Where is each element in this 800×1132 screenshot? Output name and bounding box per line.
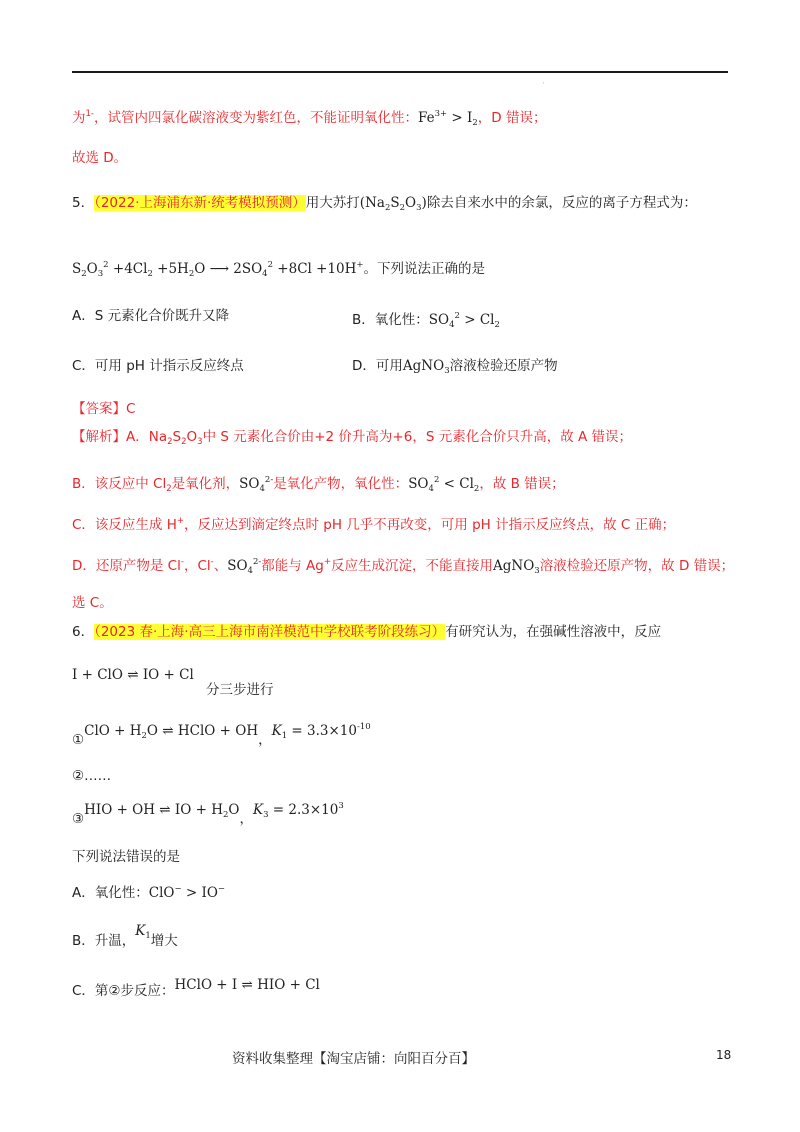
footer-text: 资料收集整理【淘宝店铺：向阳百分百】 — [232, 1051, 475, 1067]
question-6-option-b: B．升温，$K_1$增大 — [72, 923, 178, 949]
formula-agno3: AgNO$_3$ — [402, 358, 450, 376]
prev-explanation-line: 为$^{1-}$，试管内四氯化碳溶液变为紫红色，不能证明氧化性：$Fe^{3+} > I_2$，D 错误； — [72, 109, 547, 128]
explanation-5-c: C．该反应生成 H+，反应达到滴定终点时 pH 几乎不再改变，可用 pH 计指示反应终点，故 C 正确； — [72, 516, 676, 533]
question-5-stem: 5．（2022·上海浦东新·统考模拟预测）用大苏打$(Na_2S_2O_3)$除去自来水中的余氯，反应的离子方程式为： — [72, 195, 697, 213]
prev-conclusion: 故选 D。 — [72, 150, 128, 166]
header-tick-mark: ' — [543, 82, 545, 88]
question-6-option-c: C．第②步反应：HClO + I ⇌ HIO + Cl — [72, 977, 320, 999]
explanation-5-b: B．该反应中 $Cl_2$是氧化剂，$SO_4^{2-}$是氧化产物，氧化性：$SO_4^2 < Cl_2$，故 B 错误； — [72, 475, 565, 494]
formula-so4-cl2: $SO_4^2 > Cl_2$ — [428, 311, 500, 330]
ionic-equation: $S_2O_3^2 +4Cl_2 +5H_2O$ ⟶ $2SO_4^2 +8Cl +10H^+$ — [72, 260, 364, 279]
formula-k1: $K_1$ — [135, 923, 151, 941]
answer-5: 【答案】C — [72, 401, 136, 417]
question-5-equation-line: $S_2O_3^2 +4Cl_2 +5H_2O$ ⟶ $2SO_4^2 +8Cl +10H^+$。下列说法正确的是 — [72, 260, 486, 279]
header-rule — [72, 71, 728, 73]
step-1-k: $K_1 = 3.3\times 10^{-10}$ — [271, 722, 371, 741]
formula-na2s2o3: $(Na_2S_2O_3)$ — [359, 195, 427, 213]
formula-so4: $SO_4^{2-}$ — [239, 475, 274, 494]
question-5-option-d: D．可用AgNO$_3$溶液检验还原产物 — [352, 358, 558, 376]
question-5-option-b: B．氧化性：$SO_4^2 > Cl_2$ — [352, 311, 500, 330]
formula-fe-i2: $Fe^{3+} > I_2$ — [417, 109, 478, 128]
question-6-stem: 6．（2023 春·上海·高三上海市南洋模范中学校联考阶段练习）有研究认为，在强碱性溶液中，反应 — [72, 624, 662, 640]
formula-so4-ion: $SO_4^{2-}$ — [227, 557, 262, 576]
step-3-equation: HIO + OH ⇌ IO + $H_2O$ — [84, 802, 240, 820]
step-3-k: $K_3 = 2.3\times 10^3$ — [252, 801, 344, 820]
step-1-equation: ClO + $H_2O$ ⇌ HClO + OH — [84, 723, 259, 741]
step-2: ②…… — [72, 768, 112, 784]
formula-agno3-b: AgNO$_3$ — [492, 558, 540, 576]
formula-so4-lt-cl2: $SO_4^2 < Cl_2$ — [408, 475, 480, 494]
step-3: ③HIO + OH ⇌ IO + $H_2O$，$K_3 = 2.3\times 10^3$ — [72, 801, 344, 827]
formula-clo-io: ClO− > IO− — [148, 884, 226, 901]
page-number: 18 — [716, 1048, 732, 1062]
question-6-reaction: I + ClO ⇌ IO + Cl — [72, 667, 194, 683]
question-5-option-c: C．可用 pH 计指示反应终点 — [72, 358, 244, 374]
question-6-steps-label: 分三步进行 — [206, 682, 274, 698]
question-5-option-a: A．S 元素化合价既升又降 — [72, 308, 230, 324]
formula-hclo-i: HClO + I ⇌ HIO + Cl — [174, 977, 320, 993]
question-5-source: （2022·上海浦东新·统考模拟预测） — [94, 195, 306, 211]
explanation-5-d: D．还原产物是 Cl-，Cl-、$SO_4^{2-}$都能与 Ag+反应生成沉淀，不能直接用AgNO$_3$溶液检验还原产物，故 D 错误； — [72, 557, 735, 576]
question-6-option-a: A．氧化性：ClO− > IO− — [72, 884, 226, 901]
explanation-5-conclusion: 选 C。 — [72, 595, 113, 611]
question-6-source: （2023 春·上海·高三上海市南洋模范中学校联考阶段练习） — [94, 624, 446, 640]
question-6-prompt: 下列说法错误的是 — [72, 849, 180, 865]
step-1: ①ClO + $H_2O$ ⇌ HClO + OH，$K_1 = 3.3\times 10^{-10}$ — [72, 722, 371, 748]
explanation-5-a: 【解析】A．$Na_2S_2O_3$中 S 元素化合价由+2 价升高为+6，S 元素化合价只升高，故 A 错误； — [72, 429, 633, 447]
